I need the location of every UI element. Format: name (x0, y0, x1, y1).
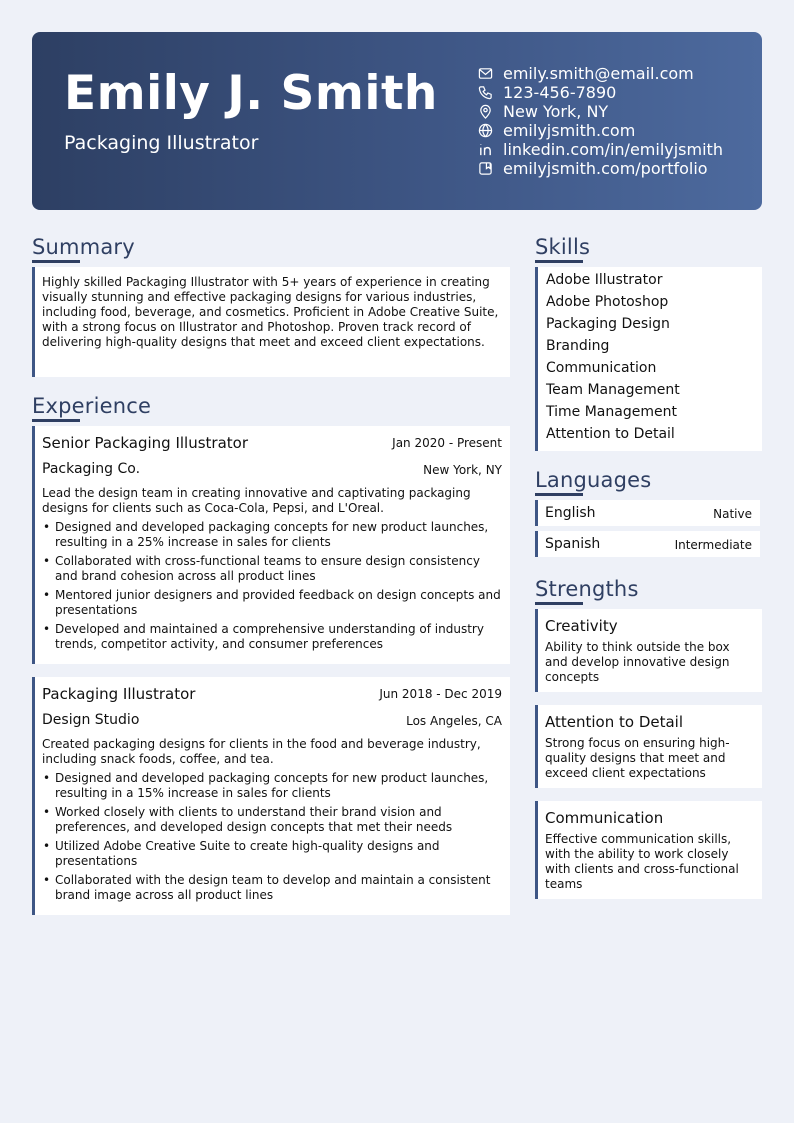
job-location: Los Angeles, CA (406, 714, 502, 728)
candidate-name: Emily J. Smith (64, 66, 438, 121)
heading-underline (535, 602, 583, 605)
job-company: Design Studio (42, 712, 140, 728)
contact-text: emilyjsmith.com (503, 121, 636, 140)
list-item: • Designed and developed packaging concepts for new product launches, resulting in a 15% increase in sales for clients (42, 771, 504, 801)
skill-item: Communication (546, 360, 657, 376)
summary-text: Highly skilled Packaging Illustrator with 5+ years of experience in creating visually stunning and effective packaging designs for various industries, including food, beverage, and cosmetics. Proficient in Adobe Creative Suite, with a strong focus on Illustrator and Photoshop. Proven track record of delivering high-quality designs that meet and exceed client expectations. (42, 275, 499, 349)
contact-location (478, 102, 723, 121)
list-item: • Utilized Adobe Creative Suite to create high-quality designs and presentations (42, 839, 504, 869)
contact-email[interactable] (478, 64, 723, 83)
contact-linkedin[interactable] (478, 140, 723, 159)
job-bullets (42, 520, 504, 656)
languages-heading: Languages (535, 468, 652, 492)
language-level: Native (713, 507, 752, 521)
contact-list (478, 64, 723, 178)
globe-icon (478, 123, 493, 138)
mail-icon (478, 66, 493, 81)
job-date: Jun 2018 - Dec 2019 (379, 687, 502, 701)
job-description: Lead the design team in creating innovative and captivating packaging designs for clients such as Coca-Cola, Pepsi, and L'Oreal. (42, 486, 471, 515)
heading-underline (535, 260, 583, 263)
skills-heading: Skills (535, 235, 591, 259)
skills-card (535, 267, 762, 451)
skill-item: Adobe Illustrator (546, 272, 663, 288)
resume-header (32, 32, 762, 210)
experience-heading: Experience (32, 394, 152, 418)
strength-card (535, 609, 762, 692)
job-date: Jan 2020 - Present (392, 436, 502, 450)
list-item: • Mentored junior designers and provided feedback on design concepts and presentations (42, 588, 504, 618)
contact-text: New York, NY (503, 102, 609, 121)
list-item: • Collaborated with the design team to develop and maintain a consistent brand image across all product lines (42, 873, 504, 903)
job-location: New York, NY (423, 463, 502, 477)
skill-item: Attention to Detail (546, 426, 675, 442)
job-card (32, 677, 510, 915)
candidate-role: Packaging Illustrator (64, 132, 259, 154)
skill-item: Branding (546, 338, 610, 354)
summary-heading: Summary (32, 235, 135, 259)
job-title: Packaging Illustrator (42, 685, 196, 703)
contact-text: linkedin.com/in/emilyjsmith (503, 140, 723, 159)
location-icon (478, 104, 493, 119)
contact-text: 123-456-7890 (503, 83, 617, 102)
skill-item: Packaging Design (546, 316, 670, 332)
contact-text: emily.smith@email.com (503, 64, 694, 83)
skill-item: Adobe Photoshop (546, 294, 669, 310)
skill-item: Time Management (546, 404, 677, 420)
contact-text: emilyjsmith.com/portfolio (503, 159, 708, 178)
heading-underline (32, 419, 80, 422)
heading-underline (535, 493, 583, 496)
list-item: • Designed and developed packaging concepts for new product launches, resulting in a 25% increase in sales for clients (42, 520, 504, 550)
list-item: • Worked closely with clients to understand their brand vision and preferences, and developed design concepts that met their needs (42, 805, 504, 835)
job-company: Packaging Co. (42, 461, 141, 477)
strengths-heading: Strengths (535, 577, 639, 601)
skill-item: Team Management (546, 382, 680, 398)
languages-list (535, 500, 762, 560)
strength-description: Strong focus on ensuring high-quality designs that meet and exceed client expectations (545, 736, 730, 780)
strength-card (535, 801, 762, 899)
list-item: • Collaborated with cross-functional teams to ensure design consistency and brand cohesion across all product lines (42, 554, 504, 584)
strength-description: Ability to think outside the box and develop innovative design concepts (545, 640, 730, 684)
strength-title: Creativity (545, 617, 618, 635)
linkedin-icon (478, 142, 493, 157)
job-bullets (42, 771, 504, 907)
job-description: Created packaging designs for clients in the food and beverage industry, including snack foods, coffee, and tea. (42, 737, 481, 766)
summary-card (32, 267, 510, 377)
phone-icon (478, 85, 493, 100)
contact-phone[interactable] (478, 83, 723, 102)
strength-title: Attention to Detail (545, 713, 684, 731)
job-card (32, 426, 510, 664)
contact-website[interactable] (478, 121, 723, 140)
portfolio-icon (478, 161, 493, 176)
heading-underline (32, 260, 80, 263)
language-name: English (545, 505, 596, 521)
list-item: • Developed and maintained a comprehensive understanding of industry trends, competitor activity, and consumer preferences (42, 622, 504, 652)
strength-title: Communication (545, 809, 664, 827)
contact-portfolio[interactable] (478, 159, 723, 178)
strength-card (535, 705, 762, 788)
language-level: Intermediate (674, 538, 752, 552)
language-row (535, 531, 760, 557)
language-row (535, 500, 760, 526)
language-name: Spanish (545, 536, 601, 552)
job-title: Senior Packaging Illustrator (42, 434, 248, 452)
strength-description: Effective communication skills, with the ability to work closely with clients and cross-functional teams (545, 832, 739, 891)
